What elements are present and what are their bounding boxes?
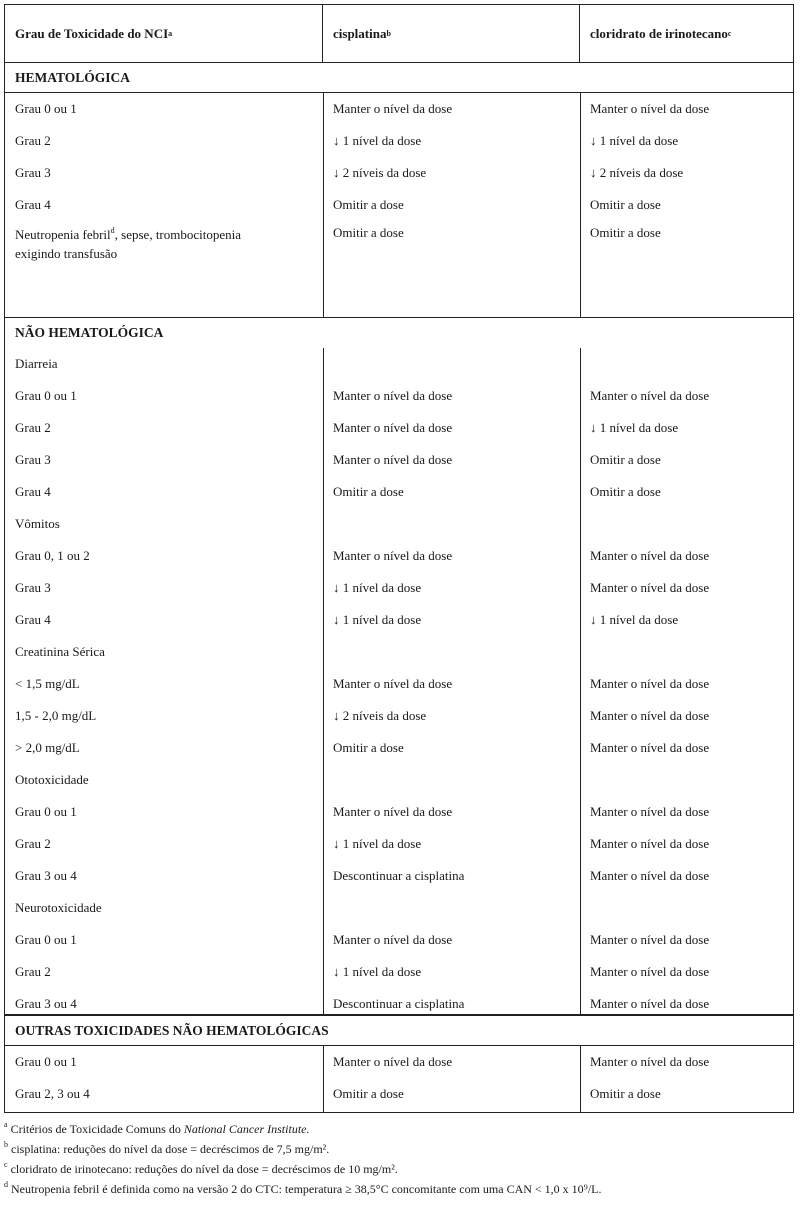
nonhema-rows — [5, 348, 793, 1020]
table-row — [5, 125, 793, 157]
table-row — [5, 93, 793, 125]
grade-cell: 1,5 - 2,0 mg/dL — [15, 708, 97, 723]
footnote-b: $^b$ cisplatina: reduções do nível da dose = decréscimos de 7,5 mg/m². — [4, 1140, 330, 1156]
irinotecan-cell: Manter o nível da dose — [590, 996, 710, 1011]
header-grade-label: Grau de Toxicidade do NCI — [15, 25, 169, 41]
header-cisplatin: cisplatina b — [323, 5, 580, 62]
irinotecan-cell: Manter o nível da dose — [590, 740, 710, 755]
table-row — [5, 668, 793, 700]
cisplatin-cell: ↓ 1 nível da dose — [333, 612, 422, 627]
table-header — [5, 5, 793, 63]
cisplatin-cell: Manter o nível da dose — [333, 101, 453, 116]
irinotecan-cell: Manter o nível da dose — [590, 964, 710, 979]
cisplatin-cell: Manter o nível da dose — [333, 420, 453, 435]
group-label: Neurotoxicidade — [15, 900, 102, 915]
footnote-c: $^c$ cloridrato de irinotecano: reduções do nível da dose = decréscimos de 10 mg/m². — [4, 1160, 398, 1176]
grade-cell: > 2,0 mg/dL — [15, 740, 80, 755]
section-title: OUTRAS TOXICIDADES NÃO HEMATOLÓGICAS — [5, 1016, 793, 1046]
cisplatin-cell: Descontinuar a cisplatina — [333, 996, 465, 1011]
irinotecan-cell: ↓ 2 níveis da dose — [590, 165, 684, 180]
grade-cell: Grau 3 — [15, 580, 51, 595]
section-other-toxicities — [4, 1015, 794, 1113]
table-row — [5, 1046, 793, 1078]
footnote-d: $^d$ Neutropenia febril é definida como na versão 2 do CTC: temperatura ≥ 38,5°C concomitante com uma CAN < 1,0 x 10⁹/L. — [4, 1180, 602, 1196]
section-title: NÃO HEMATOLÓGICA — [5, 318, 793, 348]
table-row — [5, 221, 793, 281]
irinotecan-cell: ↓ 1 nível da dose — [590, 420, 679, 435]
cisplatin-cell: Omitir a dose — [333, 1086, 404, 1101]
grade-cell: Grau 0 ou 1 — [15, 388, 77, 403]
irinotecan-cell: Omitir a dose — [590, 1086, 661, 1101]
table-row — [5, 1078, 793, 1110]
table-row — [5, 604, 793, 636]
irinotecan-cell: Manter o nível da dose — [590, 388, 710, 403]
grade-cell: Grau 3 ou 4 — [15, 868, 77, 883]
table-row — [5, 828, 793, 860]
irinotecan-cell: Manter o nível da dose — [590, 101, 710, 116]
grade-cell: Grau 2 — [15, 964, 51, 979]
grade-cell: Grau 0 ou 1 — [15, 101, 77, 116]
irinotecan-cell: Manter o nível da dose — [590, 708, 710, 723]
irinotecan-cell: Manter o nível da dose — [590, 676, 710, 691]
group-label: Diarreia — [15, 356, 58, 371]
group-label: Creatinina Sérica — [15, 644, 105, 659]
irinotecan-cell: Omitir a dose — [590, 225, 661, 240]
section-hematologic — [5, 63, 793, 317]
section-non-hematologic — [5, 317, 793, 1014]
irinotecan-cell: Manter o nível da dose — [590, 804, 710, 819]
grade-cell: Neutropenia febril$^d$, sepse, trombocitopenia exigindo transfusão — [15, 226, 242, 261]
group-label: Vômitos — [15, 516, 60, 531]
cisplatin-cell: Omitir a dose — [333, 197, 404, 212]
grade-cell: Grau 4 — [15, 484, 51, 499]
header-irinotecan: cloridrato de irinotecano c — [590, 25, 732, 41]
table-row — [5, 796, 793, 828]
cisplatin-cell: Omitir a dose — [333, 740, 404, 755]
cisplatin-cell: ↓ 1 nível da dose — [333, 580, 422, 595]
grade-cell: < 1,5 mg/dL — [15, 676, 80, 691]
section-title: HEMATOLÓGICA — [5, 63, 793, 93]
irinotecan-cell: ↓ 1 nível da dose — [590, 612, 679, 627]
irinotecan-cell: Manter o nível da dose — [590, 868, 710, 883]
grade-cell: Grau 4 — [15, 612, 51, 627]
grade-cell: Grau 3 — [15, 452, 51, 467]
cisplatin-cell: ↓ 1 nível da dose — [333, 133, 422, 148]
irinotecan-cell: Manter o nível da dose — [590, 580, 710, 595]
other-rows — [5, 1046, 793, 1110]
irinotecan-cell: Omitir a dose — [590, 484, 661, 499]
cisplatin-cell: Manter o nível da dose — [333, 932, 453, 947]
group-label-row — [5, 508, 793, 540]
grade-cell: Grau 0 ou 1 — [15, 804, 77, 819]
table-row — [5, 444, 793, 476]
hema-rows — [5, 93, 793, 221]
group-label-row — [5, 348, 793, 380]
grade-cell: Grau 0 ou 1 — [15, 1054, 77, 1069]
group-label-row — [5, 892, 793, 924]
grade-cell: Grau 2, 3 ou 4 — [15, 1086, 90, 1101]
group-label-row — [5, 764, 793, 796]
group-label: Ototoxicidade — [15, 772, 89, 787]
cisplatin-cell: Manter o nível da dose — [333, 548, 453, 563]
grade-cell: Grau 4 — [15, 197, 51, 212]
cisplatin-cell: ↓ 1 nível da dose — [333, 964, 422, 979]
cisplatin-cell: ↓ 1 nível da dose — [333, 836, 422, 851]
table-row — [5, 380, 793, 412]
grade-cell: Grau 2 — [15, 133, 51, 148]
table-row — [5, 157, 793, 189]
cisplatin-cell: Manter o nível da dose — [333, 804, 453, 819]
grade-cell: Grau 0 ou 1 — [15, 932, 77, 947]
cisplatin-cell: Manter o nível da dose — [333, 452, 453, 467]
cisplatin-cell: Descontinuar a cisplatina — [333, 868, 465, 883]
table-row — [5, 540, 793, 572]
irinotecan-cell: Manter o nível da dose — [590, 836, 710, 851]
grade-cell: Grau 0, 1 ou 2 — [15, 548, 90, 563]
table-row — [5, 860, 793, 892]
irinotecan-cell: Manter o nível da dose — [590, 548, 710, 563]
cisplatin-cell: ↓ 2 níveis da dose — [333, 708, 427, 723]
table-row — [5, 956, 793, 988]
table-row — [5, 476, 793, 508]
grade-cell: Grau 2 — [15, 420, 51, 435]
group-label-row — [5, 636, 793, 668]
header-irinotecan-label: cloridrato de irinotecano — [590, 25, 728, 41]
table-row — [5, 412, 793, 444]
table-row — [5, 189, 793, 221]
header-cisplatin-label: cisplatina — [333, 25, 387, 41]
dose-table — [4, 4, 794, 1015]
cisplatin-cell: Omitir a dose — [333, 484, 404, 499]
cisplatin-cell: Manter o nível da dose — [333, 676, 453, 691]
table-row — [5, 924, 793, 956]
irinotecan-cell: Omitir a dose — [590, 197, 661, 212]
irinotecan-cell: Omitir a dose — [590, 452, 661, 467]
grade-cell: Grau 2 — [15, 836, 51, 851]
grade-cell: Grau 3 ou 4 — [15, 996, 77, 1011]
irinotecan-cell: Manter o nível da dose — [590, 932, 710, 947]
cisplatin-cell: Manter o nível da dose — [333, 388, 453, 403]
cisplatin-cell: Omitir a dose — [333, 225, 404, 240]
cisplatin-cell: Manter o nível da dose — [333, 1054, 453, 1069]
irinotecan-cell: Manter o nível da dose — [590, 1054, 710, 1069]
irinotecan-cell: ↓ 1 nível da dose — [590, 133, 679, 148]
table-row — [5, 572, 793, 604]
cisplatin-cell: ↓ 2 níveis da dose — [333, 165, 427, 180]
header-grade: Grau de Toxicidade do NCI a — [5, 5, 323, 62]
table-row — [5, 700, 793, 732]
grade-cell: Grau 3 — [15, 165, 51, 180]
table-row — [5, 732, 793, 764]
footnote-a: $^a$ Critérios de Toxicidade Comuns do National Cancer Institute. — [4, 1120, 310, 1136]
